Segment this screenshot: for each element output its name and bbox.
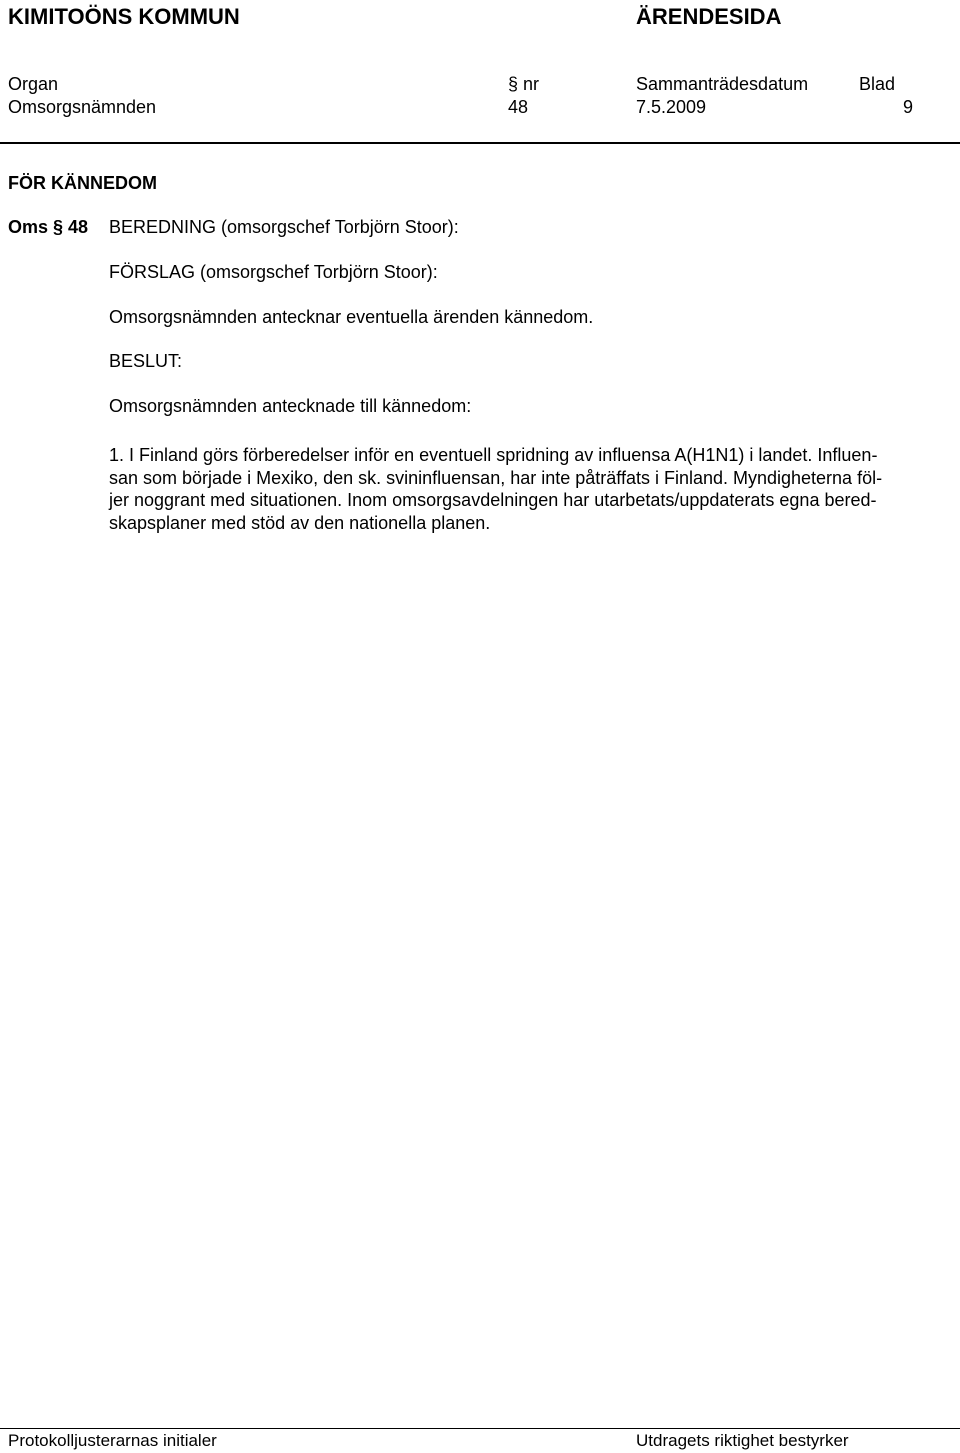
decision-item-1 [109,444,882,535]
organ-value: Omsorgsnämnden [8,97,157,117]
footer-certification-label: Utdragets riktighet bestyrker [636,1431,849,1450]
item-line: skapsplaner med stöd av den nationella planen. [109,513,491,534]
item-line: san som började i Mexiko, den sk. svininfluensan, har inte påträffats i Finland. Myndigheterna föl- [109,467,883,488]
section-value: 48 [508,97,529,117]
page-title: FÖR KÄNNEDOM [8,173,157,193]
proposal-heading: FÖRSLAG (omsorgschef Torbjörn Stoor): [109,262,438,282]
date-value: 7.5.2009 [636,97,707,117]
organ-label: Organ [8,74,59,94]
section-label: § nr [508,74,540,94]
proposal-text: Omsorgsnämnden antecknar eventuella ärenden kännedom. [109,307,594,327]
decision-text: Omsorgsnämnden antecknade till kännedom: [109,396,472,416]
case-reference: Oms § 48 [8,217,89,237]
header-divider [0,142,960,144]
date-label: Sammanträdesdatum [636,74,809,94]
decision-heading: BESLUT: [109,351,183,371]
page-label: Blad [859,74,896,94]
item-line: jer noggrant med situationen. Inom omsorgsavdelningen har utarbetats/uppdaterats egna bered- [109,490,877,511]
item-line: 1. I Finland görs förberedelser inför en eventuell spridning av influensa A(H1N1) i landet. Influen- [109,445,878,465]
document-type: ÄRENDESIDA [636,4,782,29]
footer-initials-label: Protokolljusterarnas initialer [8,1431,217,1450]
footer-divider [0,1428,960,1429]
preparation-heading: BEREDNING (omsorgschef Torbjörn Stoor): [109,217,459,237]
page-value: 9 [903,97,914,117]
municipality-name: KIMITOÖNS KOMMUN [8,4,240,29]
